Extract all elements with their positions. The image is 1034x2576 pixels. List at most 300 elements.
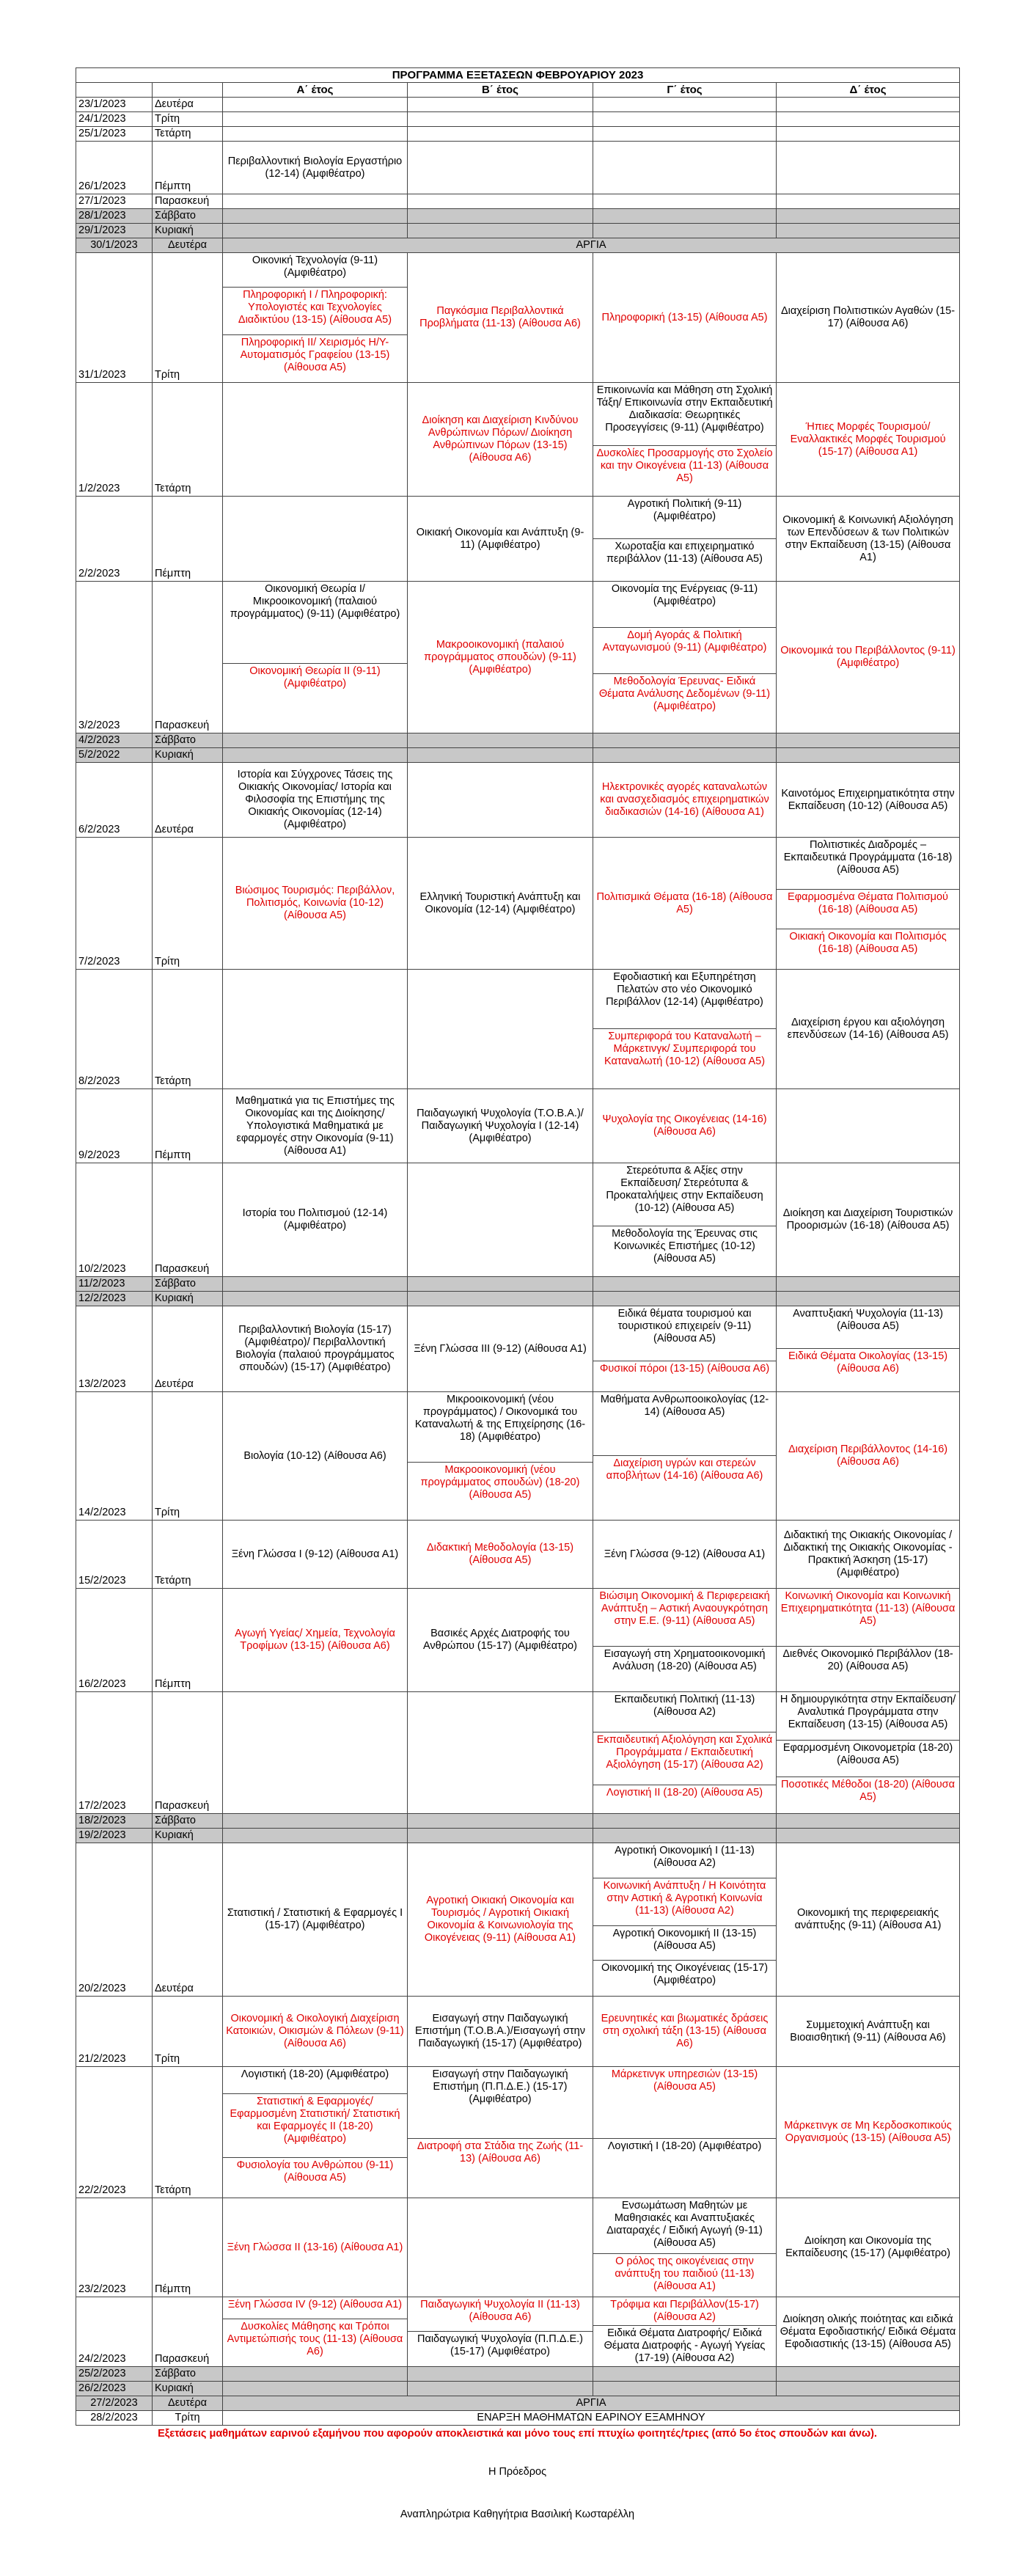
exam-entry: Βιολογία (10-12) (Αίθουσα Α6) [223, 1392, 408, 1521]
exam-entry: Διοίκηση και Οικονομία της Εκπαίδευσης (15-17) (Αμφιθέατρο) [777, 2198, 960, 2297]
date-cell: 26/2/2023 [76, 2382, 153, 2396]
weekday-cell: Τρίτη [153, 2411, 223, 2426]
exam-entry: Οικονική Τεχνολογία (9-11) (Αμφιθέατρο) [223, 253, 407, 288]
exam-entry: Μαθήματα Ανθρωποοικολογίας (12-14) (Αίθουσα Α5) [593, 1392, 776, 1456]
day-row [76, 1306, 960, 1392]
day-row [76, 1392, 960, 1521]
date-cell: 21/2/2023 [76, 1997, 153, 2067]
empty-cell [408, 209, 593, 224]
date-cell: 24/1/2023 [76, 112, 153, 127]
weekday-cell: Πέμπτη [153, 497, 223, 582]
exam-entry: Εισαγωγή στη Χρηματοοικονομική Ανάλυση (18-20) (Αίθουσα Α5) [604, 1647, 766, 1672]
date-cell: 2/2/2023 [76, 497, 153, 582]
empty-cell [223, 497, 408, 582]
weekday-cell: Παρασκευή [153, 194, 223, 209]
exam-entry: Διαχείριση Πολιτιστικών Αγαθών (15-17) (Αίθουσα Α6) [777, 253, 960, 383]
exam-entry: Βιώσιμος Τουρισμός: Περιβάλλον, Πολιτισμός, Κοινωνία (10-12) (Αίθουσα Α5) [223, 838, 408, 970]
exam-entry: Παιδαγωγική Ψυχολογία (Π.Π.Δ.Ε.) (15-17) (Αμφιθέατρο) [417, 2332, 584, 2357]
empty-cell [777, 2382, 960, 2396]
empty-cell [223, 2367, 408, 2382]
empty-cell [408, 1829, 593, 1843]
weekday-cell: Παρασκευή [153, 2297, 223, 2367]
empty-cell [593, 224, 777, 238]
date-cell: 3/2/2023 [76, 582, 153, 733]
exam-entry: Τρόφιμα και Περιβάλλον(15-17) (Αίθουσα Α2) [593, 2297, 776, 2326]
empty-cell [223, 98, 408, 112]
day-row [76, 2367, 960, 2382]
exam-entry: Πληροφορική (13-15) (Αίθουσα Α5) [593, 253, 777, 383]
exam-cell-stack [777, 838, 960, 970]
exam-entry: Ειδικά Θέματα Οικολογίας (13-15) (Αίθουσα Α6) [788, 1350, 948, 1375]
empty-cell [408, 748, 593, 763]
exam-entry: Καινοτόμος Επιχειρηματικότητα στην Εκπαίδευση (10-12) (Αίθουσα Α5) [777, 763, 960, 838]
exam-entry: Ο ρόλος της οικογένειας στην ανάπτυξη του παιδιού (11-13) (Αίθουσα Α1) [615, 2255, 755, 2292]
weekday-cell: Σάββατο [153, 209, 223, 224]
exam-entry: Οικονομική Θεωρία ΙΙ (9-11) (Αμφιθέατρο) [249, 665, 381, 689]
day-row [76, 224, 960, 238]
year-4-header: Δ΄ έτος [777, 83, 960, 98]
empty-cell [777, 2367, 960, 2382]
exam-cell-stack [593, 1306, 777, 1392]
weekday-cell: Κυριακή [153, 748, 223, 763]
exam-entry: Εφοδιαστική και Εξυπηρέτηση Πελατών στο νέο Οικονομικό Περιβάλλον (12-14) (Αμφιθέατρο) [593, 970, 776, 1029]
exam-entry: Στατιστική & Εφαρμογές/ Εφαρμοσμένη Στατιστική/ Στατιστική και Εφαρμογές ΙΙ (18-20) (Αμφιθέατρο) [223, 2094, 407, 2159]
exam-entry: Δυσκολίες Μάθησης και Τρόποι Αντιμετώπισής τους (11-13) (Αίθουσα Α6) [227, 2320, 403, 2357]
signature-role: Η Πρόεδρος [488, 2466, 547, 2478]
weekday-cell: Κυριακή [153, 1829, 223, 1843]
empty-cell [777, 1829, 960, 1843]
exam-cell-stack [223, 582, 408, 733]
schedule-title: ΠΡΟΓΡΑΜΜΑ ΕΞΕΤΑΣΕΩΝ ΦΕΒΡΟΥΑΡΙΟΥ 2023 [76, 68, 960, 83]
day-row [76, 209, 960, 224]
exam-entry: Διδακτική της Οικιακής Οικονομίας / Διδακτική της Οικιακής Οικονομίας - Πρακτική Άσκηση (15-17) (Αμφιθέατρο) [777, 1521, 960, 1589]
date-cell: 17/2/2023 [76, 1692, 153, 1814]
exam-cell-stack [593, 1163, 777, 1277]
exam-cell-stack [777, 1306, 960, 1392]
exam-entry: Παγκόσμια Περιβαλλοντικά Προβλήματα (11-13) (Αίθουσα Α6) [408, 253, 593, 383]
day-row [76, 1814, 960, 1829]
exam-cell-stack [408, 2297, 593, 2367]
weekday-cell: Δευτέρα [153, 2396, 223, 2411]
exam-entry: Ψυχολογία της Οικογένειας (14-16) (Αίθουσα Α6) [593, 1089, 777, 1163]
day-row [76, 1277, 960, 1292]
exam-entry: Η δημιουργικότητα στην Εκπαίδευση/ Αναλυτικά Προγράμματα στην Εκπαίδευση (13-15) (Αίθουσα Α5) [777, 1692, 959, 1741]
day-row [76, 112, 960, 127]
empty-cell [593, 1277, 777, 1292]
weekday-cell: Πέμπτη [153, 2198, 223, 2297]
empty-cell [408, 224, 593, 238]
empty-cell [777, 127, 960, 142]
empty-cell [593, 1814, 777, 1829]
exam-entry: Περιβαλλοντική Βιολογία (15-17) (Αμφιθέατρο)/ Περιβαλλοντική Βιολογία (παλαιού προγράμματος σπουδών) (15-17) (Αμφιθέατρο) [223, 1306, 408, 1392]
empty-cell [777, 224, 960, 238]
day-note: ΑΡΓΙΑ [223, 2396, 960, 2411]
exam-entry: Κοινωνική Ανάπτυξη / Η Κοινότητα στην Αστική & Αγροτική Κοινωνία (11-13) (Αίθουσα Α2) [593, 1878, 776, 1926]
date-cell: 5/2/2022 [76, 748, 153, 763]
weekday-cell: Σάββατο [153, 1814, 223, 1829]
exam-entry: Οικιακή Οικονομία και Ανάπτυξη (9-11) (Αμφιθέατρο) [408, 497, 593, 582]
exam-entry: Εκπαιδευτική Πολιτική (11-13) (Αίθουσα Α2) [593, 1692, 776, 1732]
empty-cell [223, 1277, 408, 1292]
weekday-cell: Τετάρτη [153, 127, 223, 142]
empty-cell [408, 127, 593, 142]
empty-cell [593, 2382, 777, 2396]
exam-cell-stack [593, 2297, 777, 2367]
weekday-cell: Κυριακή [153, 1292, 223, 1306]
empty-cell [777, 142, 960, 194]
exam-entry: Μεθοδολογία Έρευνας- Ειδικά Θέματα Ανάλυσης Δεδομένων (9-11) (Αμφιθέατρο) [598, 676, 771, 712]
empty-cell [408, 763, 593, 838]
empty-cell [593, 98, 777, 112]
empty-cell [223, 748, 408, 763]
empty-cell [777, 1814, 960, 1829]
date-cell: 9/2/2023 [76, 1089, 153, 1163]
exam-entry: Πληροφορική ΙΙ/ Χειρισμός Η/Υ-Αυτοματισμός Γραφείου (13-15) (Αίθουσα Α5) [240, 336, 390, 373]
date-cell: 23/2/2023 [76, 2198, 153, 2297]
exam-entry: Διοίκηση και Διαχείριση Τουριστικών Προορισμών (16-18) (Αίθουσα Α5) [777, 1163, 960, 1277]
empty-cell [593, 209, 777, 224]
date-cell: 22/2/2023 [76, 2067, 153, 2198]
day-row [76, 582, 960, 733]
weekday-cell: Τρίτη [153, 1392, 223, 1521]
date-cell: 16/2/2023 [76, 1589, 153, 1692]
weekday-cell: Τετάρτη [153, 970, 223, 1089]
date-cell: 31/1/2023 [76, 253, 153, 383]
exam-entry: Διατροφή στα Στάδια της Ζωής (11-13) (Αίθουσα Α6) [417, 2140, 584, 2165]
exam-entry: Ιστορία του Πολιτισμού (12-14) (Αμφιθέατρο) [223, 1163, 408, 1277]
weekday-cell: Δευτέρα [153, 763, 223, 838]
exam-entry: Εισαγωγή στην Παιδαγωγική Επιστήμη (Π.Π.Δ.Ε.) (15-17) (Αμφιθέατρο) [408, 2067, 593, 2139]
weekday-cell: Πέμπτη [153, 142, 223, 194]
exam-schedule-sheet [76, 67, 959, 2426]
date-cell: 29/1/2023 [76, 224, 153, 238]
day-row [76, 970, 960, 1089]
date-cell: 1/2/2023 [76, 383, 153, 497]
date-cell: 30/1/2023 [76, 238, 153, 253]
exam-entry: Αναπτυξιακή Ψυχολογία (11-13) (Αίθουσα Α5) [777, 1306, 959, 1349]
exam-entry: Ερευνητικές και βιωματικές δράσεις στη σχολική τάξη (13-15) (Αίθουσα Α6) [593, 1997, 777, 2067]
empty-cell [408, 98, 593, 112]
date-cell: 6/2/2023 [76, 763, 153, 838]
exam-entry: Λογιστική ΙΙ (18-20) (Αίθουσα Α5) [606, 1787, 763, 1799]
empty-cell [777, 1292, 960, 1306]
year-3-header: Γ΄ έτος [593, 83, 777, 98]
empty-cell [777, 1089, 960, 1163]
date-cell: 28/1/2023 [76, 209, 153, 224]
day-column-header [153, 83, 223, 98]
exam-entry: Ειδικά θέματα τουρισμού και τουριστικού επιχειρείν (9-11) (Αίθουσα Α5) [593, 1306, 776, 1361]
exam-entry: Πληροφορική Ι / Πληροφορική: Υπολογιστές και Τεχνολογίες Διαδικτύου (13-15) (Αίθουσα Α5) [223, 288, 407, 334]
weekday-cell: Κυριακή [153, 224, 223, 238]
exam-entry: Αγροτική Οικονομική Ι (11-13) (Αίθουσα Α2) [593, 1843, 776, 1878]
weekday-cell: Τετάρτη [153, 2067, 223, 2198]
empty-cell [408, 2367, 593, 2382]
weekday-cell: Πέμπτη [153, 1089, 223, 1163]
footnote: Εξετάσεις μαθημάτων εαρινού εξαμήνου που αφορούν αποκλειστικά και μόνο τους επί πτυχίω φοιτητές/τριες (από 5ο έτος σπουδών και άνω). [158, 2428, 877, 2440]
day-row [76, 383, 960, 497]
exam-entry: Οικονομική της Οικογένειας (15-17) (Αμφιθέατρο) [601, 1962, 769, 1987]
day-note: ΑΡΓΙΑ [223, 238, 960, 253]
date-cell: 10/2/2023 [76, 1163, 153, 1277]
weekday-cell: Τρίτη [153, 1997, 223, 2067]
exam-entry: Πολιτισμικά Θέματα (16-18) (Αίθουσα Α5) [593, 838, 777, 970]
empty-cell [777, 733, 960, 748]
exam-entry: Οικονομική & Οικολογική Διαχείριση Κατοικιών, Οικισμών & Πόλεων (9-11) (Αίθουσα Α6) [223, 1997, 408, 2067]
day-row [76, 238, 960, 253]
exam-entry: Αγροτική Πολιτική (9-11) (Αμφιθέατρο) [593, 497, 776, 539]
date-cell: 28/2/2023 [76, 2411, 153, 2426]
exam-entry: Στερεότυπα & Αξίες στην Εκπαίδευση/ Στερεότυπα & Προκαταλήψεις στην Εκπαίδευση (10-12) (Αίθουσα Α5) [593, 1163, 776, 1226]
exam-entry: Εισαγωγή στην Παιδαγωγική Επιστήμη (Τ.Ο.Β.Α.)/Εισαγωγή στην Παιδαγωγική (15-17) (Αμφιθέατρο) [408, 1997, 593, 2067]
footer [76, 2428, 959, 2551]
weekday-cell: Σάββατο [153, 733, 223, 748]
day-row [76, 1521, 960, 1589]
schedule-body [76, 98, 960, 2426]
day-row [76, 763, 960, 838]
weekday-cell: Παρασκευή [153, 1163, 223, 1277]
empty-cell [223, 1814, 408, 1829]
year-2-header: Β΄ έτος [408, 83, 593, 98]
exam-cell-stack [408, 2067, 593, 2198]
exam-cell-stack [408, 1392, 593, 1521]
date-cell: 12/2/2023 [76, 1292, 153, 1306]
empty-cell [593, 142, 777, 194]
weekday-cell: Δευτέρα [153, 238, 223, 253]
exam-cell-stack [593, 1692, 777, 1814]
exam-entry: Αγροτική Οικονομική ΙΙ (13-15) (Αίθουσα Α5) [593, 1926, 776, 1961]
day-note: ΕΝΑΡΞΗ ΜΑΘΗΜΑΤΩΝ ΕΑΡΙΝΟΥ ΕΞΑΜΗΝΟΥ [223, 2411, 960, 2426]
day-row [76, 838, 960, 970]
date-cell: 8/2/2023 [76, 970, 153, 1089]
day-row [76, 748, 960, 763]
exam-entry: Εκπαιδευτική Αξιολόγηση και Σχολικά Προγράμματα / Εκπαιδευτική Αξιολόγηση (15-17) (Αίθουσα Α2) [593, 1732, 776, 1785]
exam-cell-stack [593, 383, 777, 497]
empty-cell [223, 2382, 408, 2396]
empty-cell [777, 112, 960, 127]
empty-cell [593, 748, 777, 763]
empty-cell [777, 194, 960, 209]
exam-schedule-table [76, 67, 960, 2426]
empty-cell [408, 1814, 593, 1829]
day-row [76, 1089, 960, 1163]
date-cell: 20/2/2023 [76, 1843, 153, 1997]
exam-entry: Οικονομία της Ενέργειας (9-11) (Αμφιθέατρο) [593, 582, 776, 628]
exam-entry: Αγροτική Οικιακή Οικονομία και Τουρισμός / Αγροτική Οικιακή Οικονομία & Κοινωνιολογία της Οικογένειας (9-11) (Αίθουσα Α1) [408, 1843, 593, 1997]
empty-cell [408, 194, 593, 209]
year-1-header: Α΄ έτος [223, 83, 408, 98]
empty-cell [593, 194, 777, 209]
exam-entry: Μικροοικονομική (νέου προγράμματος) / Οικονομικά του Καταναλωτή & της Επιχείρησης (16-18) (Αμφιθέατρο) [408, 1392, 593, 1463]
empty-cell [408, 970, 593, 1089]
date-cell: 24/2/2023 [76, 2297, 153, 2367]
exam-entry: Οικιακή Οικονομία και Πολιτισμός (16-18) (Αίθουσα Α5) [789, 931, 947, 955]
date-cell: 15/2/2023 [76, 1521, 153, 1589]
exam-entry: Ξένη Γλώσσα IV (9-12) (Αίθουσα Α1) [223, 2297, 407, 2319]
weekday-cell: Τετάρτη [153, 1521, 223, 1589]
exam-entry: Διαχείριση έργου και αξιολόγηση επενδύσεων (14-16) (Αίθουσα Α5) [777, 970, 960, 1089]
weekday-cell: Δευτέρα [153, 1843, 223, 1997]
empty-cell [223, 1829, 408, 1843]
empty-cell [223, 224, 408, 238]
empty-cell [223, 970, 408, 1089]
weekday-cell: Τρίτη [153, 253, 223, 383]
day-row [76, 98, 960, 112]
day-row [76, 1163, 960, 1277]
date-cell: 7/2/2023 [76, 838, 153, 970]
date-cell: 25/2/2023 [76, 2367, 153, 2382]
exam-entry: Οικονομική της περιφερειακής ανάπτυξης (9-11) (Αίθουσα Α1) [777, 1843, 960, 1997]
date-cell: 11/2/2023 [76, 1277, 153, 1292]
weekday-cell: Δευτέρα [153, 1306, 223, 1392]
empty-cell [408, 1292, 593, 1306]
exam-cell-stack [593, 2198, 777, 2297]
day-row [76, 1997, 960, 2067]
weekday-cell: Τρίτη [153, 838, 223, 970]
day-row [76, 1292, 960, 1306]
day-row [76, 194, 960, 209]
exam-entry: Ελληνική Τουριστική Ανάπτυξη και Οικονομία (12-14) (Αμφιθέατρο) [408, 838, 593, 970]
exam-entry: Οικονομική & Κοινωνική Αξιολόγηση των Επενδύσεων & των Πολιτικών στην Εκπαίδευση (13-15) (Αίθουσα Α1) [777, 497, 960, 582]
signature-name: Αναπληρώτρια Καθηγήτρια Βασιλική Κωσταρέλλη [400, 2509, 635, 2520]
exam-cell-stack [593, 970, 777, 1089]
weekday-cell: Σάββατο [153, 1277, 223, 1292]
exam-cell-stack [593, 1843, 777, 1997]
exam-entry: Οικονομική Θεωρία Ι/ Μικροοικονομική (παλαιού προγράμματος) (9-11) (Αμφιθέατρο) [223, 582, 407, 664]
day-row [76, 1829, 960, 1843]
exam-cell-stack [223, 253, 408, 383]
exam-cell-stack [593, 1589, 777, 1692]
day-row [76, 1843, 960, 1997]
exam-entry: Δομή Αγοράς & Πολιτική Ανταγωνισμού (9-11) (Αμφιθέατρο) [593, 628, 776, 674]
day-row [76, 2396, 960, 2411]
exam-entry: Παιδαγωγική Ψυχολογία ΙΙ (11-13) (Αίθουσα Α6) [408, 2297, 593, 2332]
exam-entry: Αγωγή Υγείας/ Χημεία, Τεχνολογία Τροφίμων (13-15) (Αίθουσα Α6) [223, 1589, 408, 1692]
empty-cell [408, 112, 593, 127]
empty-cell [408, 733, 593, 748]
exam-cell-stack [593, 582, 777, 733]
day-row [76, 2297, 960, 2367]
exam-entry: Φυσιολογία του Ανθρώπου (9-11) (Αίθουσα Α5) [236, 2159, 394, 2184]
weekday-cell: Τρίτη [153, 112, 223, 127]
day-row [76, 2067, 960, 2198]
date-cell: 23/1/2023 [76, 98, 153, 112]
date-cell: 27/2/2023 [76, 2396, 153, 2411]
exam-entry: Ενσωμάτωση Μαθητών με Μαθησιακές και Αναπτυξιακές Διαταραχές / Ειδική Αγωγή (9-11) (Αίθουσα Α5) [593, 2198, 776, 2254]
weekday-cell: Παρασκευή [153, 1692, 223, 1814]
weekday-cell: Σάββατο [153, 2367, 223, 2382]
date-cell: 18/2/2023 [76, 1814, 153, 1829]
date-cell: 14/2/2023 [76, 1392, 153, 1521]
day-row [76, 497, 960, 582]
exam-entry: Ήπιες Μορφές Τουρισμού/Εναλλακτικές Μορφές Τουρισμού (15-17) (Αίθουσα Α1) [777, 383, 960, 497]
exam-entry: Χωροταξία και επιχειρηματικό περιβάλλον (11-13) (Αίθουσα Α5) [606, 540, 763, 565]
exam-cell-stack [223, 2067, 408, 2198]
exam-entry: Διοίκηση ολικής ποιότητας και ειδικά Θέματα Εφοδιαστικής/ Ειδικά Θέματα Εφοδιαστικής (13-15) (Αίθουσα Α5) [777, 2297, 960, 2367]
day-row [76, 2411, 960, 2426]
exam-entry: Διδακτική Μεθοδολογία (13-15) (Αίθουσα Α5) [408, 1521, 593, 1589]
day-row [76, 733, 960, 748]
date-cell: 26/1/2023 [76, 142, 153, 194]
exam-entry: Ηλεκτρονικές αγορές καταναλωτών και ανασχεδιασμός επιχειρηματικών διαδικασιών (14-16) (Αίθουσα Α1) [593, 763, 777, 838]
exam-entry: Λογιστική (18-20) (Αμφιθέατρο) [223, 2067, 407, 2094]
exam-cell-stack [593, 1392, 777, 1521]
empty-cell [593, 1292, 777, 1306]
empty-cell [408, 2198, 593, 2297]
exam-entry: Περιβαλλοντική Βιολογία Εργαστήριο (12-14) (Αμφιθέατρο) [223, 142, 408, 194]
empty-cell [593, 112, 777, 127]
exam-entry: Κοινωνική Οικονομία και Κοινωνική Επιχειρηματικότητα (11-13) (Αίθουσα Α5) [777, 1589, 959, 1647]
exam-entry: Διαχείριση Περιβάλλοντος (14-16) (Αίθουσα Α6) [777, 1392, 960, 1521]
date-column-header [76, 83, 153, 98]
exam-entry: Μάρκετινγκ υπηρεσιών (13-15) (Αίθουσα Α5) [593, 2067, 776, 2139]
exam-entry: Βιώσιμη Οικονομική & Περιφερειακή Ανάπτυξη – Αστική Αναουγκρότηση στην Ε.Ε. (9-11) (Αίθουσα Α5) [593, 1589, 776, 1647]
exam-entry: Πολιτιστικές Διαδρομές – Εκπαιδευτικά Προγράμματα (16-18) (Αίθουσα Α5) [777, 838, 959, 890]
exam-entry: Εφαρμοσμένα Θέματα Πολιτισμού (16-18) (Αίθουσα Α5) [777, 890, 959, 929]
empty-cell [408, 1692, 593, 1814]
empty-cell [593, 127, 777, 142]
exam-entry: Συμμετοχική Ανάπτυξη και Βιοαισθητική (9-11) (Αίθουσα Α6) [777, 1997, 960, 2067]
empty-cell [593, 733, 777, 748]
weekday-cell: Τετάρτη [153, 383, 223, 497]
exam-entry: Ξένη Γλώσσα (9-12) (Αίθουσα Α1) [593, 1521, 777, 1589]
exam-entry: Διαχείριση υγρών και στερεών αποβλήτων (14-16) (Αίθουσα Α6) [606, 1457, 763, 1482]
empty-cell [408, 1277, 593, 1292]
exam-entry: Ξένη Γλώσσα ΙΙ (13-16) (Αίθουσα Α1) [223, 2198, 408, 2297]
exam-entry: Μεθοδολογία της Έρευνας στις Κοινωνικές Επιστήμες (10-12) (Αίθουσα Α5) [612, 1227, 758, 1265]
exam-entry: Ξένη Γλώσσα ΙΙΙ (9-12) (Αίθουσα Α1) [408, 1306, 593, 1392]
exam-cell-stack [593, 497, 777, 582]
exam-entry: Φυσικοί πόροι (13-15) (Αίθουσα Α6) [599, 1363, 770, 1375]
empty-cell [223, 209, 408, 224]
exam-entry: Ποσοτικές Μέθοδοι (18-20) (Αίθουσα Α5) [781, 1778, 956, 1803]
exam-cell-stack [777, 1589, 960, 1692]
day-row [76, 127, 960, 142]
empty-cell [777, 1277, 960, 1292]
exam-entry: Ειδικά Θέματα Διατροφής/ Ειδικά Θέματα Διατροφής - Αγωγή Υγείας (17-19) (Αίθουσα Α2) [604, 2327, 766, 2364]
weekday-cell: Κυριακή [153, 2382, 223, 2396]
exam-entry: Παιδαγωγική Ψυχολογία (Τ.Ο.Β.Α.)/ Παιδαγωγική Ψυχολογία Ι (12-14) (Αμφιθέατρο) [408, 1089, 593, 1163]
exam-cell-stack [223, 2297, 408, 2367]
date-cell: 19/2/2023 [76, 1829, 153, 1843]
empty-cell [223, 733, 408, 748]
day-row [76, 2382, 960, 2396]
exam-entry: Μαθηματικά για τις Επιστήμες της Οικονομίας και της Διοίκησης/ Υπολογιστικά Μαθηματικά με εφαρμογές στην Οικονομία (9-11) (Αίθουσα Α1) [223, 1089, 408, 1163]
exam-entry: Λογιστική Ι (18-20) (Αμφιθέατρο) [607, 2140, 762, 2152]
exam-entry: Οικονομικά του Περιβάλλοντος (9-11) (Αμφιθέατρο) [777, 582, 960, 733]
exam-entry: Διεθνές Οικονομικό Περιβάλλον (18-20) (Αίθουσα Α5) [782, 1647, 953, 1672]
empty-cell [223, 127, 408, 142]
empty-cell [223, 1692, 408, 1814]
weekday-cell: Δευτέρα [153, 98, 223, 112]
exam-entry: Μάρκετινγκ σε Μη Κερδοσκοπικούς Οργανισμούς (13-15) (Αίθουσα Α5) [777, 2067, 960, 2198]
exam-entry: Βασικές Αρχές Διατροφής του Ανθρώπου (15-17) (Αμφιθέατρο) [408, 1589, 593, 1692]
day-row [76, 253, 960, 383]
exam-entry: Μακροοικονομική (νέου προγράμματος σπουδών) (18-20) (Αίθουσα Α5) [420, 1463, 580, 1501]
exam-entry: Συμπεριφορά του Καταναλωτή – Μάρκετινγκ/ Συμπεριφορά του Καταναλωτή (10-12) (Αίθουσα Α5) [604, 1031, 766, 1067]
day-row [76, 1589, 960, 1692]
date-cell: 13/2/2023 [76, 1306, 153, 1392]
weekday-cell: Πέμπτη [153, 1589, 223, 1692]
empty-cell [777, 209, 960, 224]
empty-cell [223, 112, 408, 127]
day-row [76, 142, 960, 194]
empty-cell [593, 2367, 777, 2382]
empty-cell [408, 2382, 593, 2396]
empty-cell [223, 194, 408, 209]
exam-entry: Επικοινωνία και Μάθηση στη Σχολική Τάξη/ Επικοινωνία στην Εκπαιδευτική Διαδικασία: Θεωρητικές Προσεγγίσεις (9-11) (Αμφιθέατρο) [593, 383, 776, 446]
exam-entry: Διοίκηση και Διαχείριση Κινδύνου Ανθρώπινων Πόρων/ Διοίκηση Ανθρώπινων Πόρων (13-15) (Αίθουσα Α6) [408, 383, 593, 497]
date-cell: 25/1/2023 [76, 127, 153, 142]
